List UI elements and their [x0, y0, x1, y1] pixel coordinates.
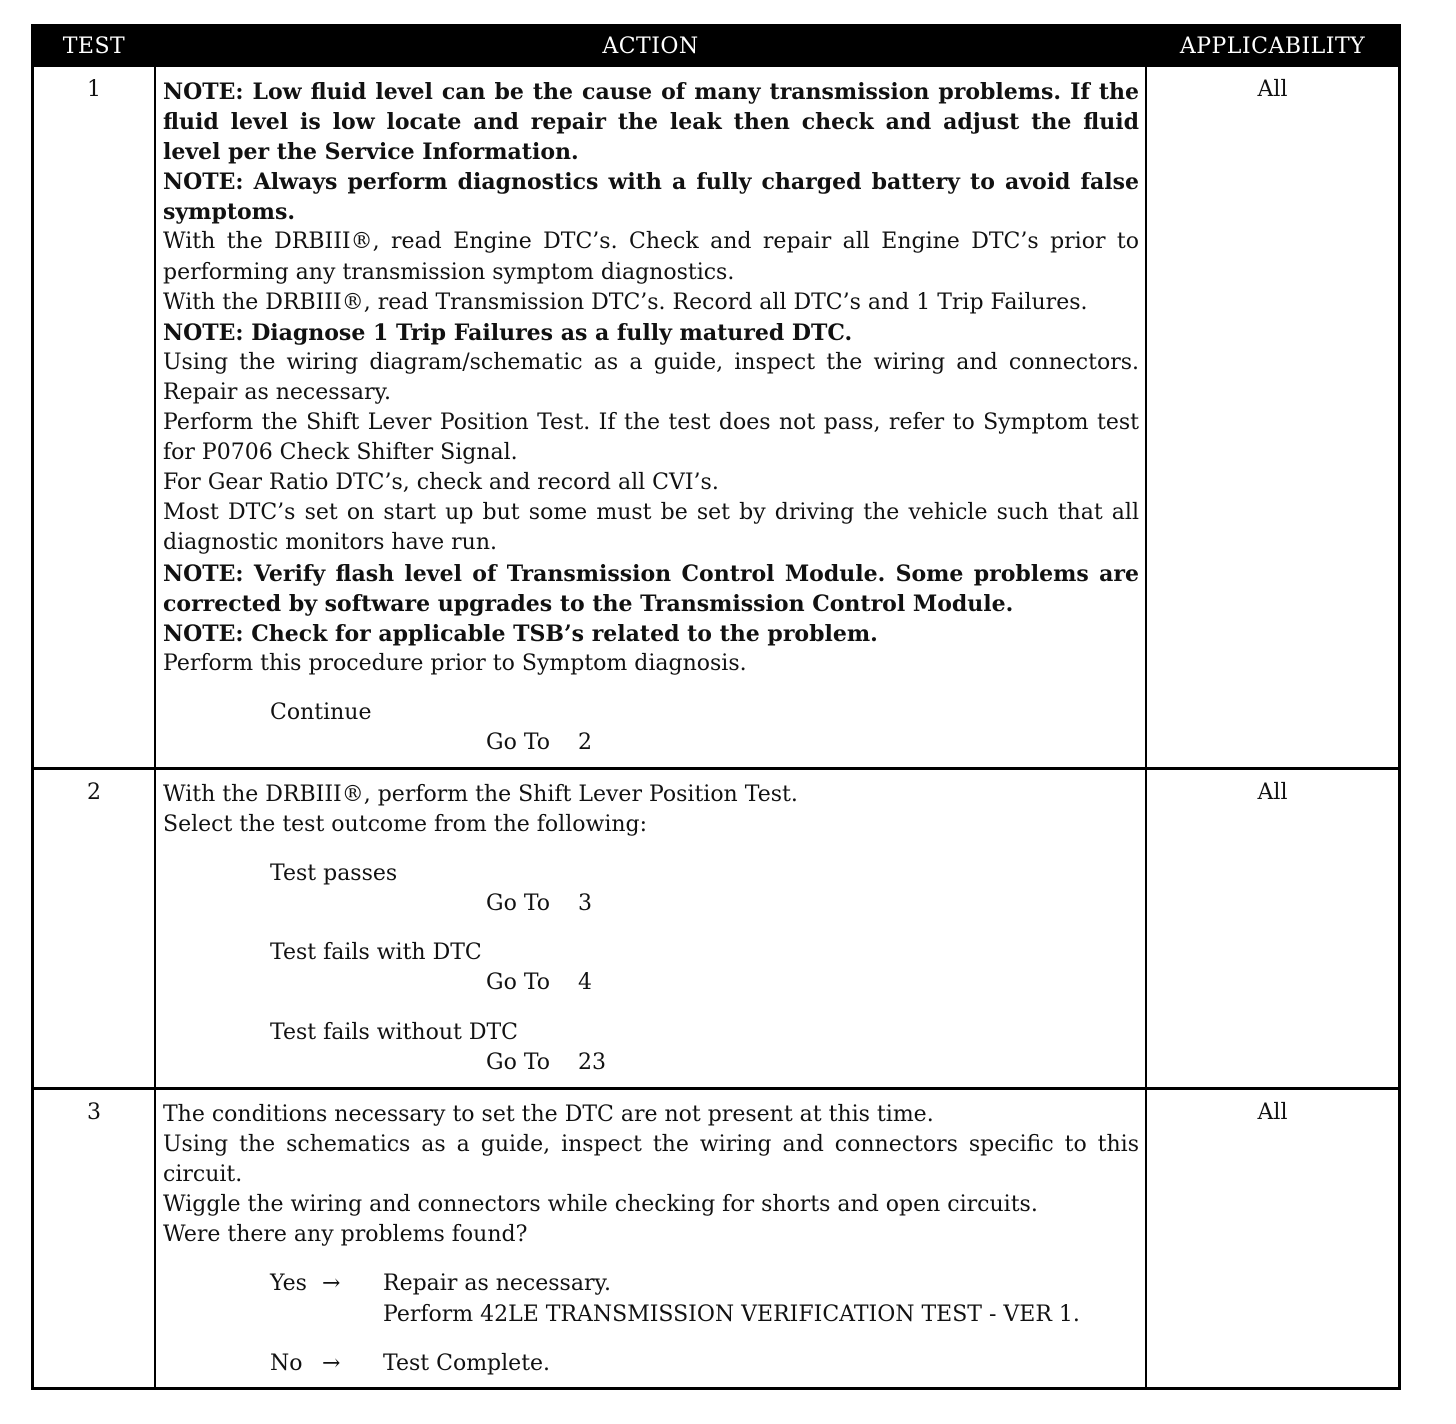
- action-cell: [163, 1100, 1139, 1379]
- header-action: ACTION: [602, 34, 699, 59]
- goto-link[interactable]: [486, 1048, 1139, 1078]
- note-text: NOTE: Diagnose 1 Trip Failures as a fully matured DTC.: [163, 319, 853, 346]
- note-text: NOTE: Always perform diagnostics with a fully charged battery to avoid false symptoms.: [163, 169, 1139, 226]
- note-text: NOTE: Low fluid level can be the cause of many transmission problems. If the fluid level is low locate and repair the leak then check and adjust the fluid level per the Service Information.: [163, 79, 1139, 166]
- goto-label: Go To: [486, 729, 551, 755]
- goto-label: Go To: [486, 891, 551, 917]
- action-text: Wiggle the wiring and connectors while checking for shorts and open circuits.: [163, 1192, 1038, 1218]
- action-text: Select the test outcome from the following:: [163, 812, 648, 838]
- test-number: 3: [87, 1100, 101, 1125]
- goto-label: Go To: [486, 970, 551, 996]
- goto-target: 4: [578, 970, 592, 996]
- note-text: NOTE: Check for applicable TSB’s related to the problem.: [163, 620, 878, 647]
- outcome-option: [270, 938, 1139, 998]
- goto-link[interactable]: [486, 889, 1139, 919]
- action-text: For Gear Ratio DTC’s, check and record all CVI’s.: [163, 470, 719, 496]
- outcome-option: [270, 698, 1139, 758]
- answer-line: Test Complete.: [383, 1350, 551, 1376]
- diagnostic-table: [31, 24, 1401, 1390]
- action-text: Were there any problems found?: [163, 1222, 528, 1248]
- arrow-right-icon: →: [322, 1271, 341, 1297]
- row-divider: [34, 1087, 1398, 1090]
- header-applicability: APPLICABILITY: [1179, 34, 1366, 59]
- action-text: With the DRBIII®, read Transmission DTC’s. Record all DTC’s and 1 Trip Failures.: [163, 289, 1088, 315]
- row-divider: [34, 767, 1398, 770]
- goto-target: 3: [578, 891, 592, 917]
- answer-yes[interactable]: [270, 1269, 1139, 1329]
- outcome-label: Test fails with DTC: [270, 940, 482, 966]
- table-header: [34, 27, 1398, 67]
- action-text: With the DRBIII®, perform the Shift Lever Position Test.: [163, 782, 798, 807]
- applicability-value: All: [1257, 1100, 1288, 1125]
- arrow-right-icon: →: [322, 1350, 341, 1376]
- action-cell: [163, 780, 1139, 1078]
- answer-key: Yes: [270, 1271, 307, 1297]
- answer-line: Perform 42LE TRANSMISSION VERIFICATION TEST - VER 1.: [383, 1301, 1080, 1327]
- action-text: Using the schematics as a guide, inspect the wiring and connectors specific to this circuit.: [163, 1132, 1139, 1188]
- test-number: 2: [87, 780, 101, 805]
- column-divider: [154, 67, 156, 1387]
- action-cell: [163, 77, 1139, 758]
- goto-link[interactable]: [486, 728, 1139, 758]
- action-text: The conditions necessary to set the DTC are not present at this time.: [163, 1102, 934, 1127]
- answer-line: Repair as necessary.: [383, 1271, 611, 1297]
- action-text: With the DRBIII®, read Engine DTC’s. Check and repair all Engine DTC’s prior to performing any transmission symptom diagnostics.: [163, 229, 1139, 285]
- action-text: Most DTC’s set on start up but some must be set by driving the vehicle such that all diagnostic monitors have run.: [163, 500, 1139, 556]
- goto-label: Go To: [486, 1049, 551, 1075]
- action-text: Perform the Shift Lever Position Test. If the test does not pass, refer to Symptom test for P0706 Check Shifter Signal.: [163, 410, 1139, 466]
- outcome-option: [270, 859, 1139, 919]
- column-divider: [1145, 67, 1147, 1387]
- test-number: 1: [87, 77, 101, 102]
- answer-no[interactable]: [270, 1349, 1139, 1379]
- answer-result: [383, 1269, 1139, 1329]
- goto-target: 2: [578, 729, 592, 755]
- header-test: TEST: [62, 34, 126, 59]
- answer-result: [383, 1349, 1139, 1379]
- outcome-label: Continue: [270, 699, 372, 725]
- applicability-value: All: [1257, 780, 1288, 805]
- applicability-value: All: [1257, 77, 1288, 102]
- answer-key: No: [270, 1350, 303, 1376]
- action-text: Perform this procedure prior to Symptom diagnosis.: [163, 650, 747, 676]
- action-text: Using the wiring diagram/schematic as a guide, inspect the wiring and connectors. Repair as necessary.: [163, 349, 1139, 405]
- outcome-option: [270, 1018, 1139, 1078]
- note-text: NOTE: Verify flash level of Transmission Control Module. Some problems are corrected by software upgrades to the Transmission Control Module.: [163, 560, 1139, 617]
- goto-link[interactable]: [486, 968, 1139, 998]
- outcome-label: Test fails without DTC: [270, 1019, 518, 1045]
- goto-target: 23: [578, 1049, 606, 1075]
- outcome-label: Test passes: [270, 861, 398, 887]
